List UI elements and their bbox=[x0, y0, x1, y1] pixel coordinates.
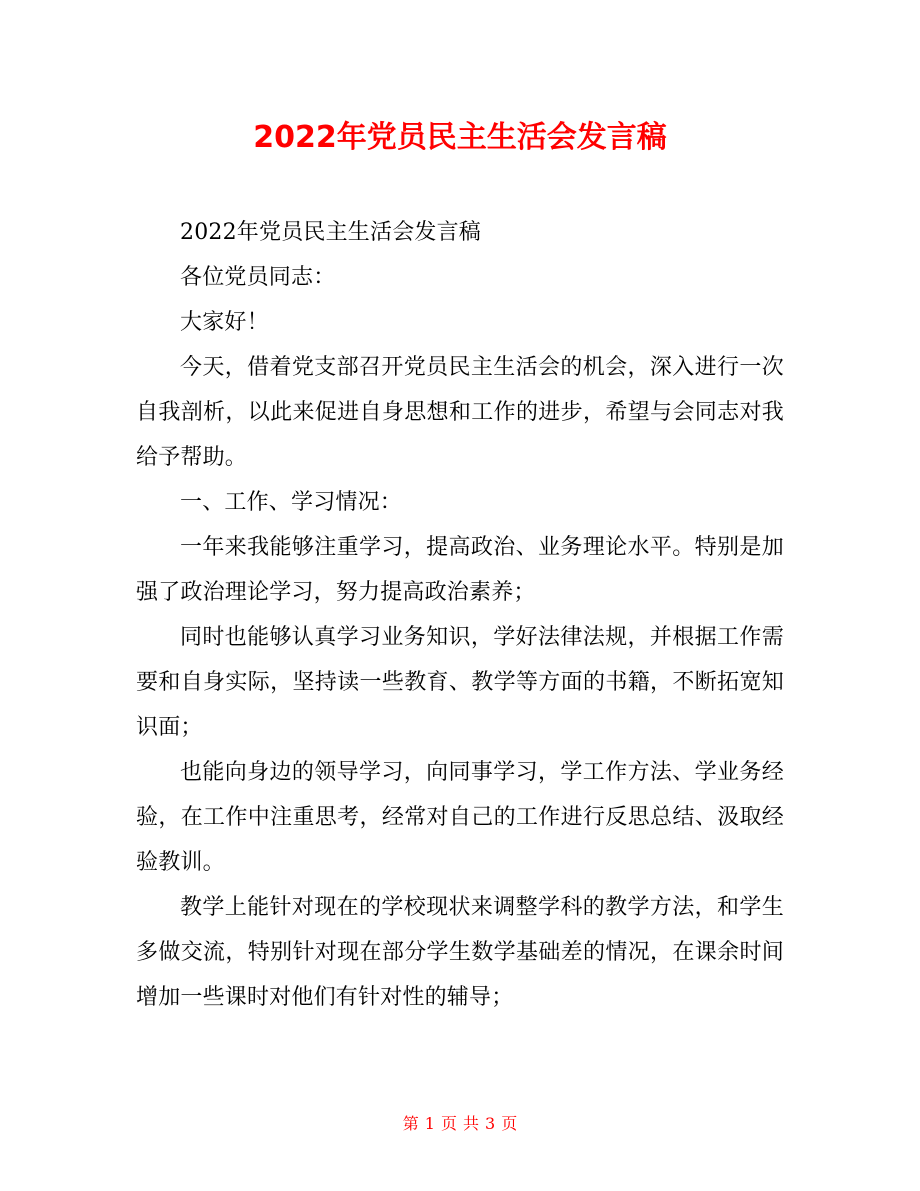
footer-current-page: 1 bbox=[424, 1114, 435, 1133]
paragraph-learning-from-others: 也能向身边的领导学习，向同事学习，学工作方法、学业务经验，在工作中注重思考，经常对自己的工作进行反思总结、汲取经验教训。 bbox=[136, 760, 784, 875]
paragraph-intro: 今天，借着党支部召开党员民主生活会的机会，深入进行一次自我剖析，以此来促进自身思想和工作的进步，希望与会同志对我给予帮助。 bbox=[136, 355, 784, 470]
footer-label-unit-2: 页 bbox=[501, 1114, 518, 1133]
paragraph-heading: 2022年党员民主生活会发言稿 bbox=[180, 220, 481, 245]
footer-total-pages: 3 bbox=[485, 1114, 496, 1133]
paragraph-knowledge: 同时也能够认真学习业务知识，学好法律法规，并根据工作需要和自身实际，坚持读一些教育、教学等方面的书籍，不断拓宽知识面； bbox=[136, 625, 784, 740]
footer-label-unit: 页 bbox=[440, 1114, 457, 1133]
footer-label-page: 第 bbox=[402, 1114, 419, 1133]
page-number-footer bbox=[0, 1112, 920, 1136]
document-title: 2022年党员民主生活会发言稿 bbox=[253, 120, 667, 155]
paragraph-teaching: 教学上能针对现在的学校现状来调整学科的教学方法，和学生多做交流，特别针对现在部分学生数学基础差的情况，在课余时间增加一些课时对他们有针对性的辅导； bbox=[136, 895, 784, 1010]
document-body bbox=[136, 210, 784, 1020]
paragraph-section-heading: 一、工作、学习情况： bbox=[180, 490, 403, 515]
paragraph-salutation: 各位党员同志： bbox=[180, 265, 336, 290]
footer-label-total: 共 bbox=[463, 1114, 480, 1133]
paragraph-study: 一年来我能够注重学习，提高政治、业务理论水平。特别是加强了政治理论学习，努力提高政治素养； bbox=[136, 535, 784, 605]
paragraph-greeting: 大家好！ bbox=[180, 310, 269, 335]
